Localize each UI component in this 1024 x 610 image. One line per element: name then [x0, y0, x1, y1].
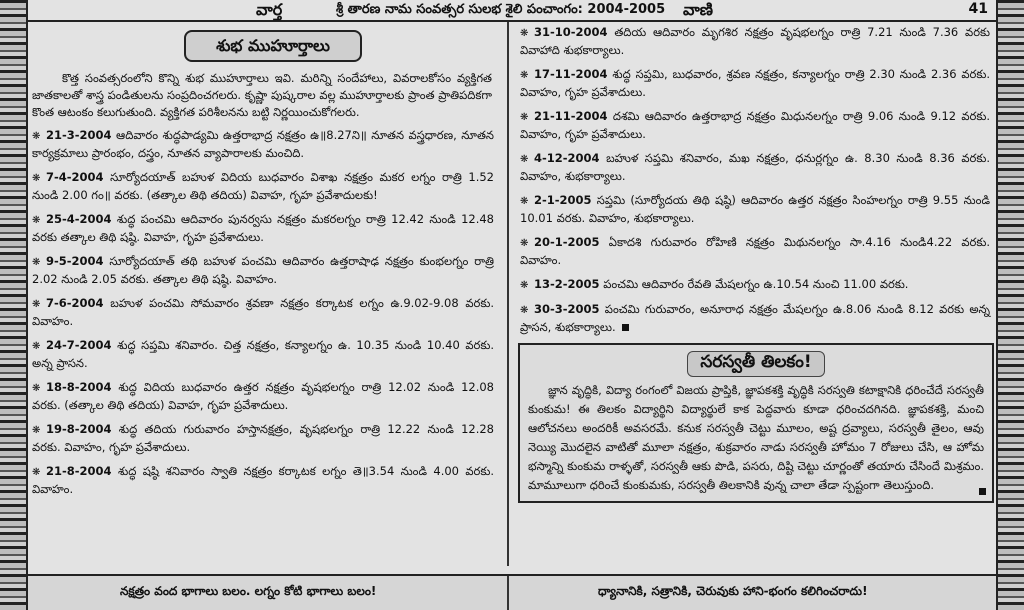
- muhurtham-entry: [32, 379, 494, 414]
- decorative-border-left: [0, 0, 28, 610]
- entry-date: 13-2-2005: [534, 277, 600, 291]
- header-brand: వార్త: [256, 0, 283, 19]
- entry-text: దశమి ఆదివారం ఉత్తరాభాద్ర నక్షత్రం మిధునలగ్నం రాత్రి 9.06 నుండి 9.12 వరకు. వివాహం, గృహ ప్రవేశాదులు.: [520, 109, 990, 141]
- left-column: [28, 24, 498, 570]
- entry-text: బహుళ సప్తమి శనివారం, మఖ నక్షత్రం, ధనుర్లగ్నం ఉ. 8.30 నుండి 8.36 వరకు. వివాహం, శుభకార్యాలు.: [520, 151, 991, 183]
- left-entries-list: [28, 127, 498, 498]
- flower-bullet-icon: ❋: [520, 280, 529, 291]
- flower-bullet-icon: ❋: [520, 305, 529, 316]
- entry-date: 25-4-2004: [46, 212, 112, 226]
- entry-date: 17-11-2004: [534, 67, 608, 81]
- flower-bullet-icon: ❋: [32, 425, 41, 436]
- intro-paragraph: కొత్త సంవత్సరంలోని కొన్ని శుభ ముహూర్తాలు ఇవి. మరిన్ని సందేహాలు, వివరాలకోసం వ్యక్తిగత జాతకాలతో శాస్త్ర పండితులను సంప్రదించగలరు. కృష్ణా పుష్కరాల వల్ల ముహూర్తాలకు ప్రాంత ప్రాతిపదికగా కొంత ఆటంకం కలుగుతుంది. వ్యక్తిగత పరిశీలనను బట్టి నిర్ణయించుకోగలరు.: [32, 71, 492, 119]
- right-entries-list: [516, 24, 996, 336]
- entry-date: 4-12-2004: [534, 151, 600, 165]
- muhurtham-entry: [32, 463, 494, 498]
- muhurtham-entry: [520, 276, 990, 294]
- footer-right-text: ధ్యానానికి, సత్రానికి, చెరువుకు హాని-భంగం కలిగించరాదు!: [598, 584, 868, 598]
- flower-bullet-icon: ❋: [32, 299, 41, 310]
- flower-bullet-icon: ❋: [32, 173, 41, 184]
- section-heading: శుభ ముహూర్తాలు: [184, 30, 362, 62]
- footer-left-text: నక్షత్రం వంద భాగాలు బలం. లగ్నం కోటి భాగాలు బలం!: [120, 584, 377, 598]
- flower-bullet-icon: ❋: [520, 238, 529, 249]
- entry-date: 2-1-2005: [534, 193, 592, 207]
- header-title: శ్రీ తారణ నామ సంవత్సర సులభ శైలి పంచాంగం: 2004-2005: [336, 2, 666, 17]
- muhurtham-entry: [520, 301, 990, 336]
- entry-text: సూర్యోదయాత్ బహుళ విదియ బుధవారం విశాఖ నక్షత్రం మకర లగ్నం రాత్రి 1.52 నుండి 2.00 గం॥ వరకు. (తత్కాల తిథి తదియ) వివాహ, గృహ ప్రవేశాదులకు!: [32, 170, 494, 202]
- entry-text: పంచమి ఆదివారం రేవతి మేషలగ్నం ఉ.10.54 నుంచి 11.00 వరకు.: [603, 277, 909, 291]
- page-footer: [28, 574, 996, 610]
- entry-text: తదియ ఆదివారం మృగశిర నక్షత్రం వృషభలగ్నం రాత్రి 7.21 నుండి 7.36 వరకు వివాహాది శుభకార్యాలు.: [520, 25, 990, 57]
- muhurtham-entry: [520, 24, 990, 59]
- entry-date: 18-8-2004: [46, 380, 112, 394]
- right-column: [516, 24, 996, 570]
- muhurtham-entry: [32, 169, 494, 204]
- flower-bullet-icon: ❋: [32, 257, 41, 268]
- entry-date: 20-1-2005: [534, 235, 600, 249]
- entry-text: ఏకాదశి గురువారం రోహిణి నక్షత్రం మిథునలగ్నం సా.4.16 నుండి4.22 వరకు. వివాహం.: [520, 235, 990, 267]
- end-square-mark: [979, 488, 986, 495]
- muhurtham-entry: [520, 150, 990, 185]
- flower-bullet-icon: ❋: [32, 383, 41, 394]
- flower-bullet-icon: ❋: [520, 70, 529, 81]
- flower-bullet-icon: ❋: [520, 154, 529, 165]
- footer-divider: [507, 576, 509, 610]
- muhurtham-entry: [520, 192, 990, 227]
- end-square-mark: [622, 324, 629, 331]
- muhurtham-entry: [32, 253, 494, 288]
- header-brand-secondary: వాణి: [683, 0, 713, 19]
- box-text: జ్ఞాన వృద్ధికి, విద్యా రంగంలో విజయ ప్రాప్తికి, జ్ఞాపకశక్తి వృద్ధికి సరస్వతి కటాక్షానికి ధరించేదే సరస్వతీ కుంకుమ! ఈ తిలకం విద్యార్థిని విద్యార్థులే కాక పెద్దవారు కూడా ధరించదగినది. జ్ఞాపకశక్తి, మంచి ఆలోచనలు అందరికీ అవసరమే. కనుక సరస్వతీ చెట్టు మూలం, అష్ట ద్రవ్యాలు, సరస్వతీ తైలం, ఆవు నెయ్యి మొదలైన వాటితో మూలా నక్షత్రం, శుక్రవారం నాడు సరస్వతీ హోమం 7 రోజులు చేసి, ఆ హోమ భస్మాన్ని కుంకుమ రాళ్ళతో, సరస్వతీ ఆకు పొడి, పసరు, దిష్టి చెట్టు చూర్ణంతో తయారు చేసిందే మిశ్రమం. మామూలుగా ధరించే కుంకుమకు, సరస్వతీ తిలకానికి వున్న చాలా తేడా స్పష్టంగా తెలుస్తుంది.: [528, 383, 984, 492]
- flower-bullet-icon: ❋: [32, 215, 41, 226]
- muhurtham-entry: [520, 108, 990, 143]
- page-number: 41: [968, 1, 988, 17]
- entry-date: 30-3-2005: [534, 302, 600, 316]
- flower-bullet-icon: ❋: [520, 196, 529, 207]
- entry-text: సప్తమి (సూర్యోదయ తిథి షష్ఠి) ఆదివారం ఉత్తర నక్షత్రం సింహలగ్నం రాత్రి 9.55 నుండి 10.01 వరకు. వివాహం, శుభకార్యాలు.: [520, 193, 990, 225]
- muhurtham-entry: [32, 421, 494, 456]
- box-title: సరస్వతీ తిలకం!: [687, 351, 824, 377]
- entry-date: 21-11-2004: [534, 109, 608, 123]
- entry-text: బహుళ పంచమి సోమవారం శ్రవణా నక్షత్రం కర్కాటక లగ్నం ఉ.9.02-9.08 వరకు. వివాహం.: [32, 296, 494, 328]
- entry-text: సూర్యోదయాత్ తథి బహుళ పంచమి ఆదివారం ఉత్తరాషాఢ నక్షత్రం కుంభలగ్నం రాత్రి 2.02 నుండి 2.05 వరకు. తత్కాల తిథి షష్ఠి. వివాహం.: [32, 254, 495, 286]
- entry-date: 9-5-2004: [46, 254, 104, 268]
- entry-text: శుద్ధ విదియ బుధవారం ఉత్తర నక్షత్రం వృషభలగ్నం రాత్రి 12.02 నుండి 12.08 వరకు. (తత్కాల తిథి తదియ) వివాహ, గృహ ప్రవేశాదులు.: [32, 380, 494, 412]
- page-header: [28, 0, 996, 22]
- entry-text: ఆదివారం శుద్ధపాడ్యమి ఉత్తరాభాద్ర నక్షత్రం ఉ॥8.27ని॥ నూతన వస్త్రధారణ, నూతన కార్యక్రమాలు ప్రారంభం, దస్త్రం, నూతన వ్యాపారాలకు మంచిది.: [32, 128, 494, 160]
- muhurtham-entry: [32, 211, 494, 246]
- entry-date: 24-7-2004: [46, 338, 112, 352]
- flower-bullet-icon: ❋: [520, 112, 529, 123]
- entry-date: 21-3-2004: [46, 128, 112, 142]
- entry-date: 7-4-2004: [46, 170, 104, 184]
- muhurtham-entry: [32, 127, 494, 162]
- saraswati-tilakam-box: [518, 343, 994, 503]
- muhurtham-entry: [32, 337, 494, 372]
- entry-text: శుద్ధ సప్తమి శనివారం. చిత్త నక్షత్రం, కన్యాలగ్నం ఉ. 10.35 నుండి 10.40 వరకు. అన్న ప్రాసన.: [32, 338, 495, 370]
- muhurtham-entry: [32, 295, 494, 330]
- entry-date: 7-6-2004: [46, 296, 104, 310]
- decorative-border-right: [996, 0, 1024, 610]
- entry-text: శుద్ధ పంచమి ఆదివారం పునర్వసు నక్షత్రం మకరలగ్నం రాత్రి 12.42 నుండి 12.48 వరకు తత్కాల తిథి షష్ఠి. వివాహ, గృహ ప్రవేశాదులు.: [32, 212, 495, 244]
- muhurtham-entry: [520, 234, 990, 269]
- column-divider: [507, 22, 509, 566]
- entry-date: 19-8-2004: [46, 422, 112, 436]
- entry-text: శుద్ధ సప్తమి, బుధవారం, శ్రవణ నక్షత్రం, కన్యాలగ్నం రాత్రి 2.30 నుండి 2.36 వరకు. వివాహం, గృహ ప్రవేశాదులు.: [520, 67, 990, 99]
- entry-text: శుద్ధ షష్ఠి శనివారం స్వాతి నక్షత్రం కర్కాటక లగ్నం తె॥3.54 నుండి 4.00 వరకు. వివాహం.: [32, 464, 494, 496]
- entry-date: 31-10-2004: [534, 25, 608, 39]
- muhurtham-entry: [520, 66, 990, 101]
- flower-bullet-icon: ❋: [520, 28, 529, 39]
- flower-bullet-icon: ❋: [32, 131, 41, 142]
- entry-date: 21-8-2004: [46, 464, 112, 478]
- entry-text: శుద్ధ తదియ గురువారం హస్తానక్షత్రం, వృషభలగ్నం రాత్రి 12.22 నుండి 12.28 వరకు. వివాహం, గృహ ప్రవేశాదులు.: [32, 422, 494, 454]
- flower-bullet-icon: ❋: [32, 341, 41, 352]
- entry-text: పంచమి గురువారం, అనూరాధ నక్షత్రం మేషలగ్నం ఉ.8.06 నుండి 8.12 వరకు అన్న ప్రాసన, శుభకార్యాలు.: [520, 302, 991, 334]
- flower-bullet-icon: ❋: [32, 467, 41, 478]
- newspaper-page: [28, 0, 996, 610]
